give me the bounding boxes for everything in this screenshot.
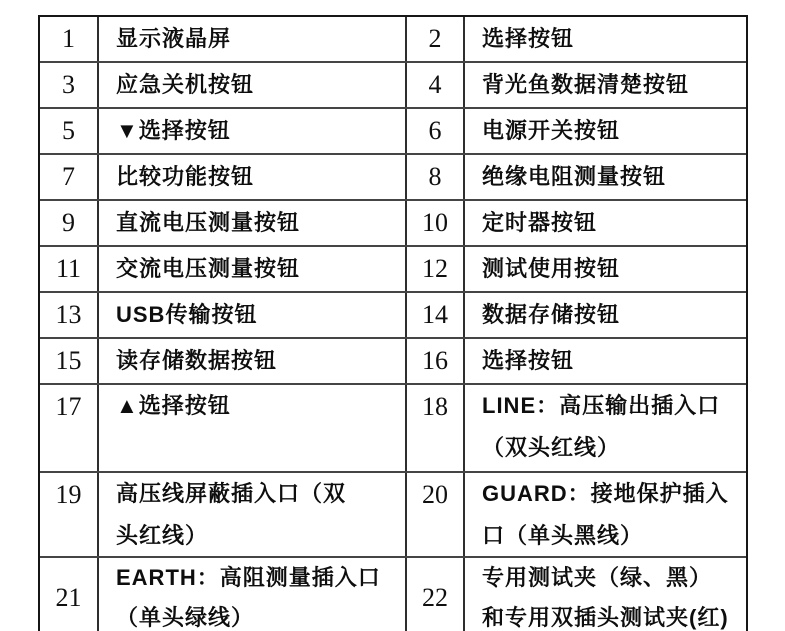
- item-number-cell: [407, 293, 465, 337]
- item-text-line: 选择按钮: [482, 348, 575, 373]
- item-number-cell: [407, 109, 465, 153]
- table-row: [40, 199, 746, 245]
- item-text-line: 显示液晶屏: [116, 26, 232, 51]
- item-text-line: ▼选择按钮: [116, 118, 231, 143]
- item-text-cell: [99, 63, 407, 107]
- item-number: 18: [422, 392, 448, 421]
- item-text-line: 应急关机按钮: [116, 72, 255, 97]
- table-row: [40, 107, 746, 153]
- item-text-cell: [465, 155, 746, 199]
- item-number-cell: [407, 558, 465, 631]
- table-row: [40, 471, 746, 556]
- item-number: 3: [62, 70, 75, 99]
- item-text-line: USB传输按钮: [116, 302, 258, 327]
- item-text-cell: [465, 201, 746, 245]
- item-number-cell: [40, 247, 99, 291]
- table-row: [40, 337, 746, 383]
- item-text-line: 直流电压测量按钮: [116, 210, 301, 235]
- table-row: [40, 383, 746, 471]
- item-number: 6: [428, 116, 442, 145]
- item-text-cell: [465, 293, 746, 337]
- item-number-cell: [407, 63, 465, 107]
- item-text-line: ▲选择按钮: [116, 393, 231, 418]
- item-number-cell: [407, 385, 465, 471]
- item-number-cell: [407, 473, 465, 556]
- item-number-cell: [40, 17, 99, 61]
- item-number-cell: [40, 293, 99, 337]
- item-text-cell: [99, 339, 407, 383]
- item-number: 13: [55, 300, 82, 329]
- item-text-cell: [465, 247, 746, 291]
- item-text-cell: [99, 201, 407, 245]
- item-number-cell: [407, 201, 465, 245]
- item-number: 21: [55, 582, 82, 612]
- item-text-line: GUARD：接地保护插入: [482, 481, 729, 506]
- item-text-cell: [99, 17, 407, 61]
- item-text-line: 绝缘电阻测量按钮: [482, 164, 667, 189]
- item-number: 19: [55, 480, 82, 509]
- parts-legend-table: [38, 15, 748, 631]
- item-text-line: （单头绿线）: [116, 604, 255, 630]
- item-number-cell: [40, 473, 99, 556]
- item-text-line: 测试使用按钮: [482, 256, 621, 281]
- item-number-cell: [40, 558, 99, 631]
- item-text-line: 和专用双插头测试夹(红): [482, 604, 729, 630]
- item-number-cell: [407, 155, 465, 199]
- item-number: 10: [422, 208, 448, 237]
- item-number-cell: [407, 17, 465, 61]
- item-number-cell: [40, 385, 99, 471]
- item-number: 7: [62, 162, 75, 191]
- item-text-cell: [99, 109, 407, 153]
- item-text-cell: [465, 339, 746, 383]
- item-number: 4: [428, 70, 442, 99]
- item-text-line: LINE：高压输出插入口: [482, 393, 721, 418]
- item-text-cell: [99, 558, 407, 631]
- item-text-line: 头红线）: [116, 523, 209, 548]
- item-text-line: 背光鱼数据清楚按钮: [482, 72, 690, 97]
- item-text-cell: [465, 473, 746, 556]
- item-text-line: 读存储数据按钮: [116, 348, 278, 373]
- item-number: 9: [62, 208, 75, 237]
- table-row: [40, 291, 746, 337]
- item-text-line: 数据存储按钮: [482, 302, 621, 327]
- item-text-line: EARTH：高阻测量插入口: [116, 564, 381, 590]
- item-text-line: 比较功能按钮: [116, 164, 255, 189]
- item-text-cell: [99, 293, 407, 337]
- item-text-line: （双头红线）: [482, 435, 621, 460]
- item-text-cell: [99, 473, 407, 556]
- item-number-cell: [407, 247, 465, 291]
- item-text-line: 定时器按钮: [482, 210, 598, 235]
- item-number-cell: [40, 109, 99, 153]
- item-number: 20: [422, 480, 448, 509]
- item-text-cell: [99, 247, 407, 291]
- table-row: [40, 245, 746, 291]
- item-text-line: 选择按钮: [482, 26, 575, 51]
- item-text-cell: [465, 63, 746, 107]
- item-number: 15: [55, 346, 82, 375]
- item-number: 14: [422, 300, 448, 329]
- item-text-cell: [99, 155, 407, 199]
- item-number: 12: [422, 254, 448, 283]
- table-row: [40, 61, 746, 107]
- item-number: 8: [428, 162, 442, 191]
- item-text-line: 电源开关按钮: [482, 118, 621, 143]
- item-text-line: 高压线屏蔽插入口（双: [116, 481, 347, 506]
- item-text-line: 交流电压测量按钮: [116, 256, 301, 281]
- table-row: [40, 556, 746, 631]
- item-text-cell: [465, 385, 746, 471]
- item-text-line: 专用测试夹（绿、黑）: [482, 564, 713, 590]
- item-number: 5: [62, 116, 75, 145]
- item-number-cell: [40, 63, 99, 107]
- item-text-cell: [465, 109, 746, 153]
- item-number-cell: [40, 339, 99, 383]
- item-number: 17: [55, 392, 82, 421]
- item-number: 11: [55, 254, 82, 283]
- item-text-cell: [99, 385, 407, 471]
- table-row: [40, 153, 746, 199]
- item-number: 22: [422, 582, 448, 612]
- item-number: 2: [428, 24, 442, 53]
- item-text-cell: [465, 558, 746, 631]
- item-number: 1: [62, 24, 75, 53]
- item-text-line: 口（单头黑线）: [482, 523, 644, 548]
- item-number-cell: [407, 339, 465, 383]
- item-number: 16: [422, 346, 448, 375]
- item-number-cell: [40, 201, 99, 245]
- item-text-cell: [465, 17, 746, 61]
- table-row: [40, 17, 746, 61]
- item-number-cell: [40, 155, 99, 199]
